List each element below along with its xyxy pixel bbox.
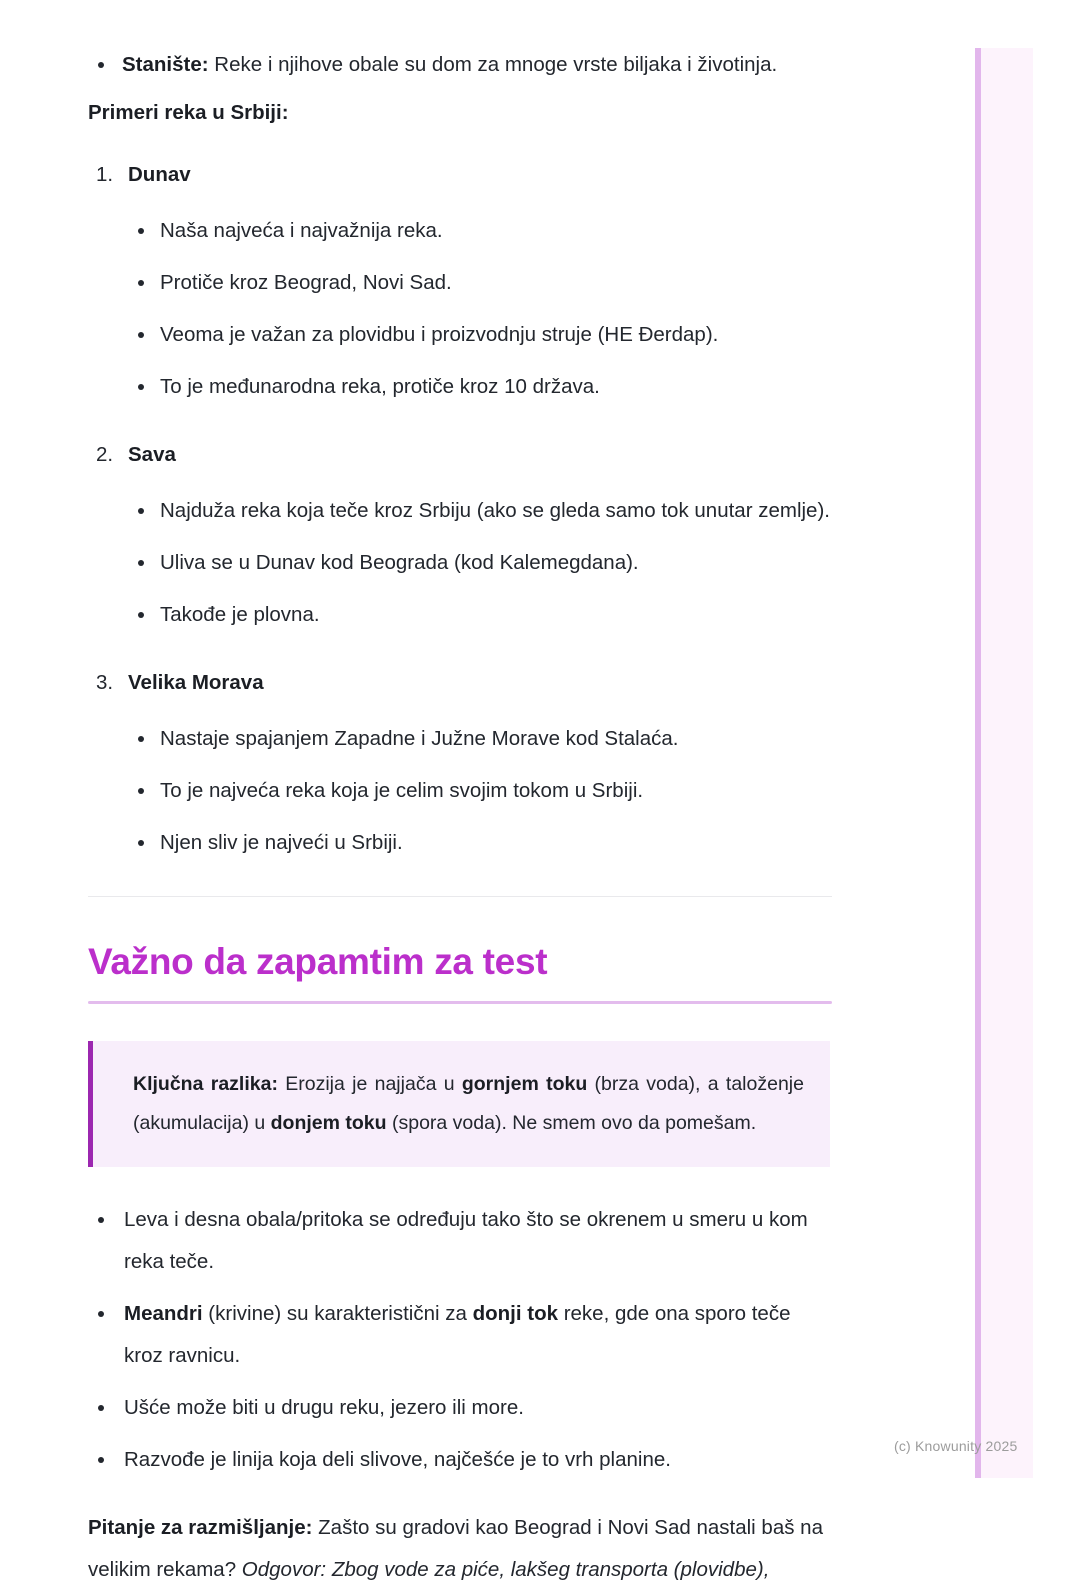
habitat-bullet-lead: Stanište: — [122, 53, 209, 76]
note-text-2: reke, gde ona sporo teče kroz ravnicu. — [124, 1302, 791, 1367]
river-name: Dunav — [128, 163, 191, 186]
right-accent-line — [975, 48, 981, 1478]
examples-heading: Primeri reka u Srbiji: — [88, 101, 289, 124]
list-item — [88, 1199, 832, 1283]
notes-bullet-list — [88, 1199, 832, 1481]
river-points-list — [128, 718, 832, 864]
river-number: 1. — [96, 163, 114, 186]
closing-question: Zašto su gradovi kao Beograd i Novi Sad nastali baš na velikim rekama? — [88, 1516, 823, 1581]
reflection-question-paragraph — [88, 1507, 832, 1591]
key-difference-callout — [88, 1041, 830, 1167]
river-name: Sava — [128, 443, 176, 466]
list-item — [88, 1439, 832, 1481]
document-content — [88, 44, 832, 1591]
callout-bold-lower: donjem toku — [270, 1112, 387, 1134]
list-item — [88, 44, 832, 86]
river-number: 3. — [96, 671, 114, 694]
list-item: Takođe je plovna. — [128, 594, 832, 636]
river-name: Velika Morava — [128, 671, 264, 694]
callout-part1: Erozija je najjača u — [277, 1073, 462, 1095]
river-item-sava — [88, 434, 832, 636]
river-item-dunav — [88, 154, 832, 408]
note-lead-meandri: Meandri — [124, 1302, 203, 1325]
callout-lead: Ključna razlika: — [133, 1073, 278, 1095]
section-divider — [88, 896, 832, 897]
callout-part2: (brza voda), a taloženje (akumulacija) u — [133, 1073, 804, 1134]
callout-text — [133, 1065, 804, 1143]
list-item: To je međunarodna reka, protiče kroz 10 država. — [128, 366, 832, 408]
page-title: Važno da zapamtim za test — [88, 941, 548, 982]
river-number: 2. — [96, 443, 114, 466]
list-item: Najduža reka koja teče kroz Srbiju (ako se gleda samo tok unutar zemlje). — [128, 490, 832, 532]
closing-answer: Odgovor: Zbog vode za piće, lakšeg transporta (plovidbe), — [241, 1558, 770, 1581]
note-text: Leva i desna obala/pritoka se određuju tako što se okrenem u smeru u kom reka teče. — [124, 1208, 808, 1273]
river-item-velika-morava — [88, 662, 832, 864]
list-item: Protiče kroz Beograd, Novi Sad. — [128, 262, 832, 304]
river-points-list — [128, 210, 832, 408]
river-points-list — [128, 490, 832, 636]
habitat-bullet-list — [88, 44, 832, 86]
watermark: (c) Knowunity 2025 — [894, 1438, 1018, 1454]
closing-lead: Pitanje za razmišljanje: — [88, 1516, 313, 1539]
list-item: Veoma je važan za plovidbu i proizvodnju struje (HE Đerdap). — [128, 314, 832, 356]
list-item: Njen sliv je najveći u Srbiji. — [128, 822, 832, 864]
note-bold-donji-tok: donji tok — [472, 1302, 558, 1325]
list-item — [88, 1293, 832, 1377]
note-text: Razvođe je linija koja deli slivove, najčešće je to vrh planine. — [124, 1448, 671, 1471]
note-text: Ušće može biti u drugu reku, jezero ili more. — [124, 1396, 524, 1419]
callout-part3: (spora voda). Ne smem ovo da pomešam. — [386, 1112, 757, 1134]
list-item: Naša najveća i najvažnija reka. — [128, 210, 832, 252]
callout-bold-upper: gornjem toku — [461, 1073, 588, 1095]
rivers-ordered-list — [88, 154, 832, 864]
list-item: Nastaje spajanjem Zapadne i Južne Morave kod Stalaća. — [128, 718, 832, 760]
list-item — [88, 1387, 832, 1429]
title-underline — [88, 1001, 832, 1004]
list-item: Uliva se u Dunav kod Beograda (kod Kalemegdana). — [128, 542, 832, 584]
note-text: (krivine) su karakteristični za — [202, 1302, 473, 1325]
habitat-bullet-text: Reke i njihove obale su dom za mnoge vrste biljaka i životinja. — [208, 53, 778, 76]
right-decorative-panel — [975, 48, 1033, 1478]
list-item: To je najveća reka koja je celim svojim tokom u Srbiji. — [128, 770, 832, 812]
